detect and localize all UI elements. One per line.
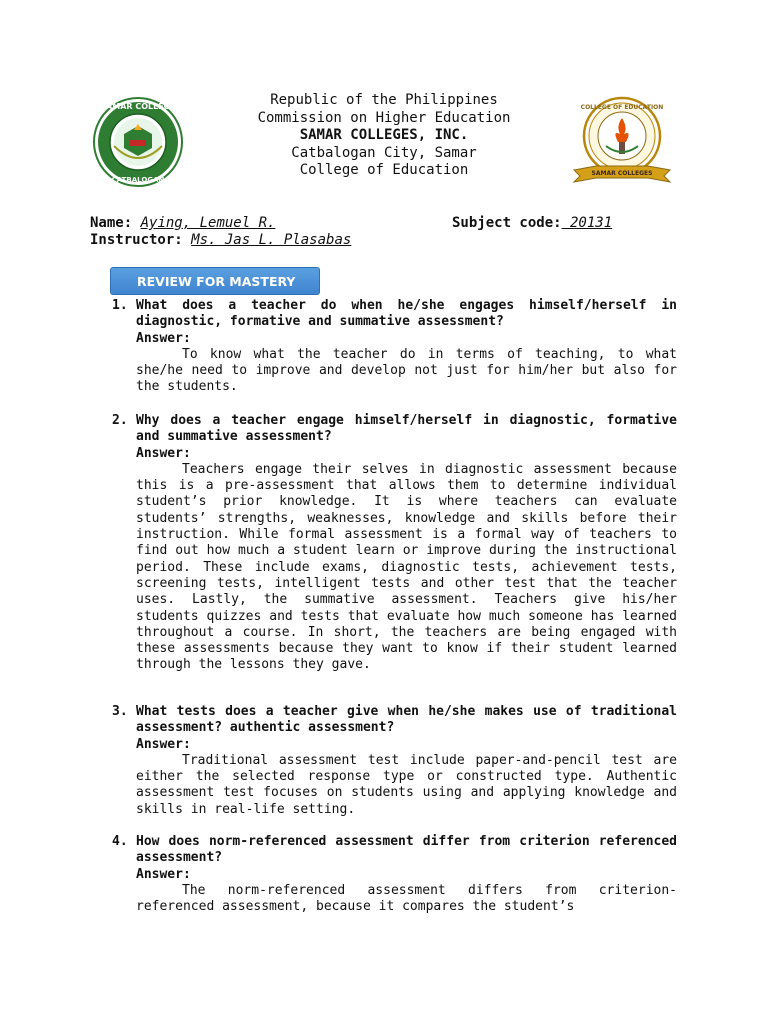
- answer-label: Answer:: [136, 736, 191, 752]
- answer-text: The norm-referenced assessment differs from criterion-referenced assessment, because it compares the student’s: [136, 882, 677, 915]
- letterhead: [200, 92, 568, 180]
- student-info: [90, 215, 351, 249]
- question-item-2: [112, 413, 677, 674]
- question-text: What tests does a teacher give when he/she makes use of traditional assessment? authentic assessment?: [136, 704, 677, 736]
- header-line-republic: Republic of the Philippines: [270, 92, 498, 108]
- answer-label: Answer:: [136, 445, 191, 461]
- question-number: 2.: [112, 413, 128, 428]
- review-for-mastery-banner: REVIEW FOR MASTERY: [110, 267, 320, 295]
- answer-text: To know what the teacher do in terms of teaching, to what she/he need to improve and develop not just for him/her but also for the students.: [136, 346, 677, 395]
- name-label: Name:: [90, 215, 133, 231]
- college-of-education-seal-logo: [566, 96, 678, 186]
- answer-label: Answer:: [136, 866, 191, 882]
- question-number: 1.: [112, 298, 128, 313]
- header-line-commission: Commission on Higher Education: [257, 109, 511, 126]
- name-value: Aying, Lemuel R.: [140, 215, 276, 231]
- header-line-college: College of Education: [299, 162, 469, 179]
- subject-code-value: 20131: [561, 215, 613, 231]
- answer-text: Teachers engage their selves in diagnostic assessment because this is a pre-assessment that allows them to determine individual student’s prior knowledge. It is where teachers can evaluate students’ strengths, weaknesses, knowledge and skills before their instruction. While formal assessment is a formal way of teachers to find out how much a student learn or improve during the instructional period. These include exams, diagnostic tests, achievement tests, screening tests, intelligent tests and other test that the teacher uses. Lastly, the summative assessment. Teachers give his/her students quizzes and tests that evaluate how much someone has learned throughout a course. In short, the teachers are being engaged with these assessments because they want to know if their student learned through the lessons they gave.: [136, 461, 677, 673]
- subject-code-label: Subject code:: [452, 215, 562, 231]
- answer-label: Answer:: [136, 330, 191, 346]
- instructor-label: Instructor:: [90, 232, 183, 248]
- svg-text:COLLEGE OF EDUCATION: COLLEGE OF EDUCATION: [580, 104, 664, 111]
- question-item-1: [112, 298, 677, 396]
- question-text: What does a teacher do when he/she engages himself/herself in diagnostic, formative and summative assessment?: [136, 298, 677, 330]
- answer-text: Traditional assessment test include paper-and-pencil test are either the selected response type or constructed type. Authentic assessment test focuses on students using and applying knowledge and skills in real-life setting.: [136, 752, 677, 817]
- question-item-3: [112, 704, 677, 818]
- instructor-row: [90, 232, 351, 249]
- svg-text:SAMAR COLLEGES: SAMAR COLLEGES: [591, 170, 653, 177]
- question-number: 4.: [112, 834, 128, 849]
- svg-text:CATBALOGAN: CATBALOGAN: [111, 176, 165, 184]
- subject-code-row: [452, 215, 612, 231]
- instructor-value: Ms. Jas L. Plasabas: [191, 232, 352, 248]
- samar-college-seal-logo: [88, 96, 188, 188]
- header-line-institution: SAMAR COLLEGES, INC.: [299, 127, 469, 144]
- header-line-city: Catbalogan City, Samar: [291, 144, 477, 161]
- question-text: Why does a teacher engage himself/herself in diagnostic, formative and summative assessment?: [136, 413, 677, 445]
- question-number: 3.: [112, 704, 128, 719]
- name-row: [90, 215, 351, 232]
- question-item-4: [112, 834, 677, 915]
- svg-text:SAMAR COLLEGE: SAMAR COLLEGE: [100, 102, 176, 111]
- question-text: How does norm-referenced assessment differ from criterion referenced assessment?: [136, 834, 677, 866]
